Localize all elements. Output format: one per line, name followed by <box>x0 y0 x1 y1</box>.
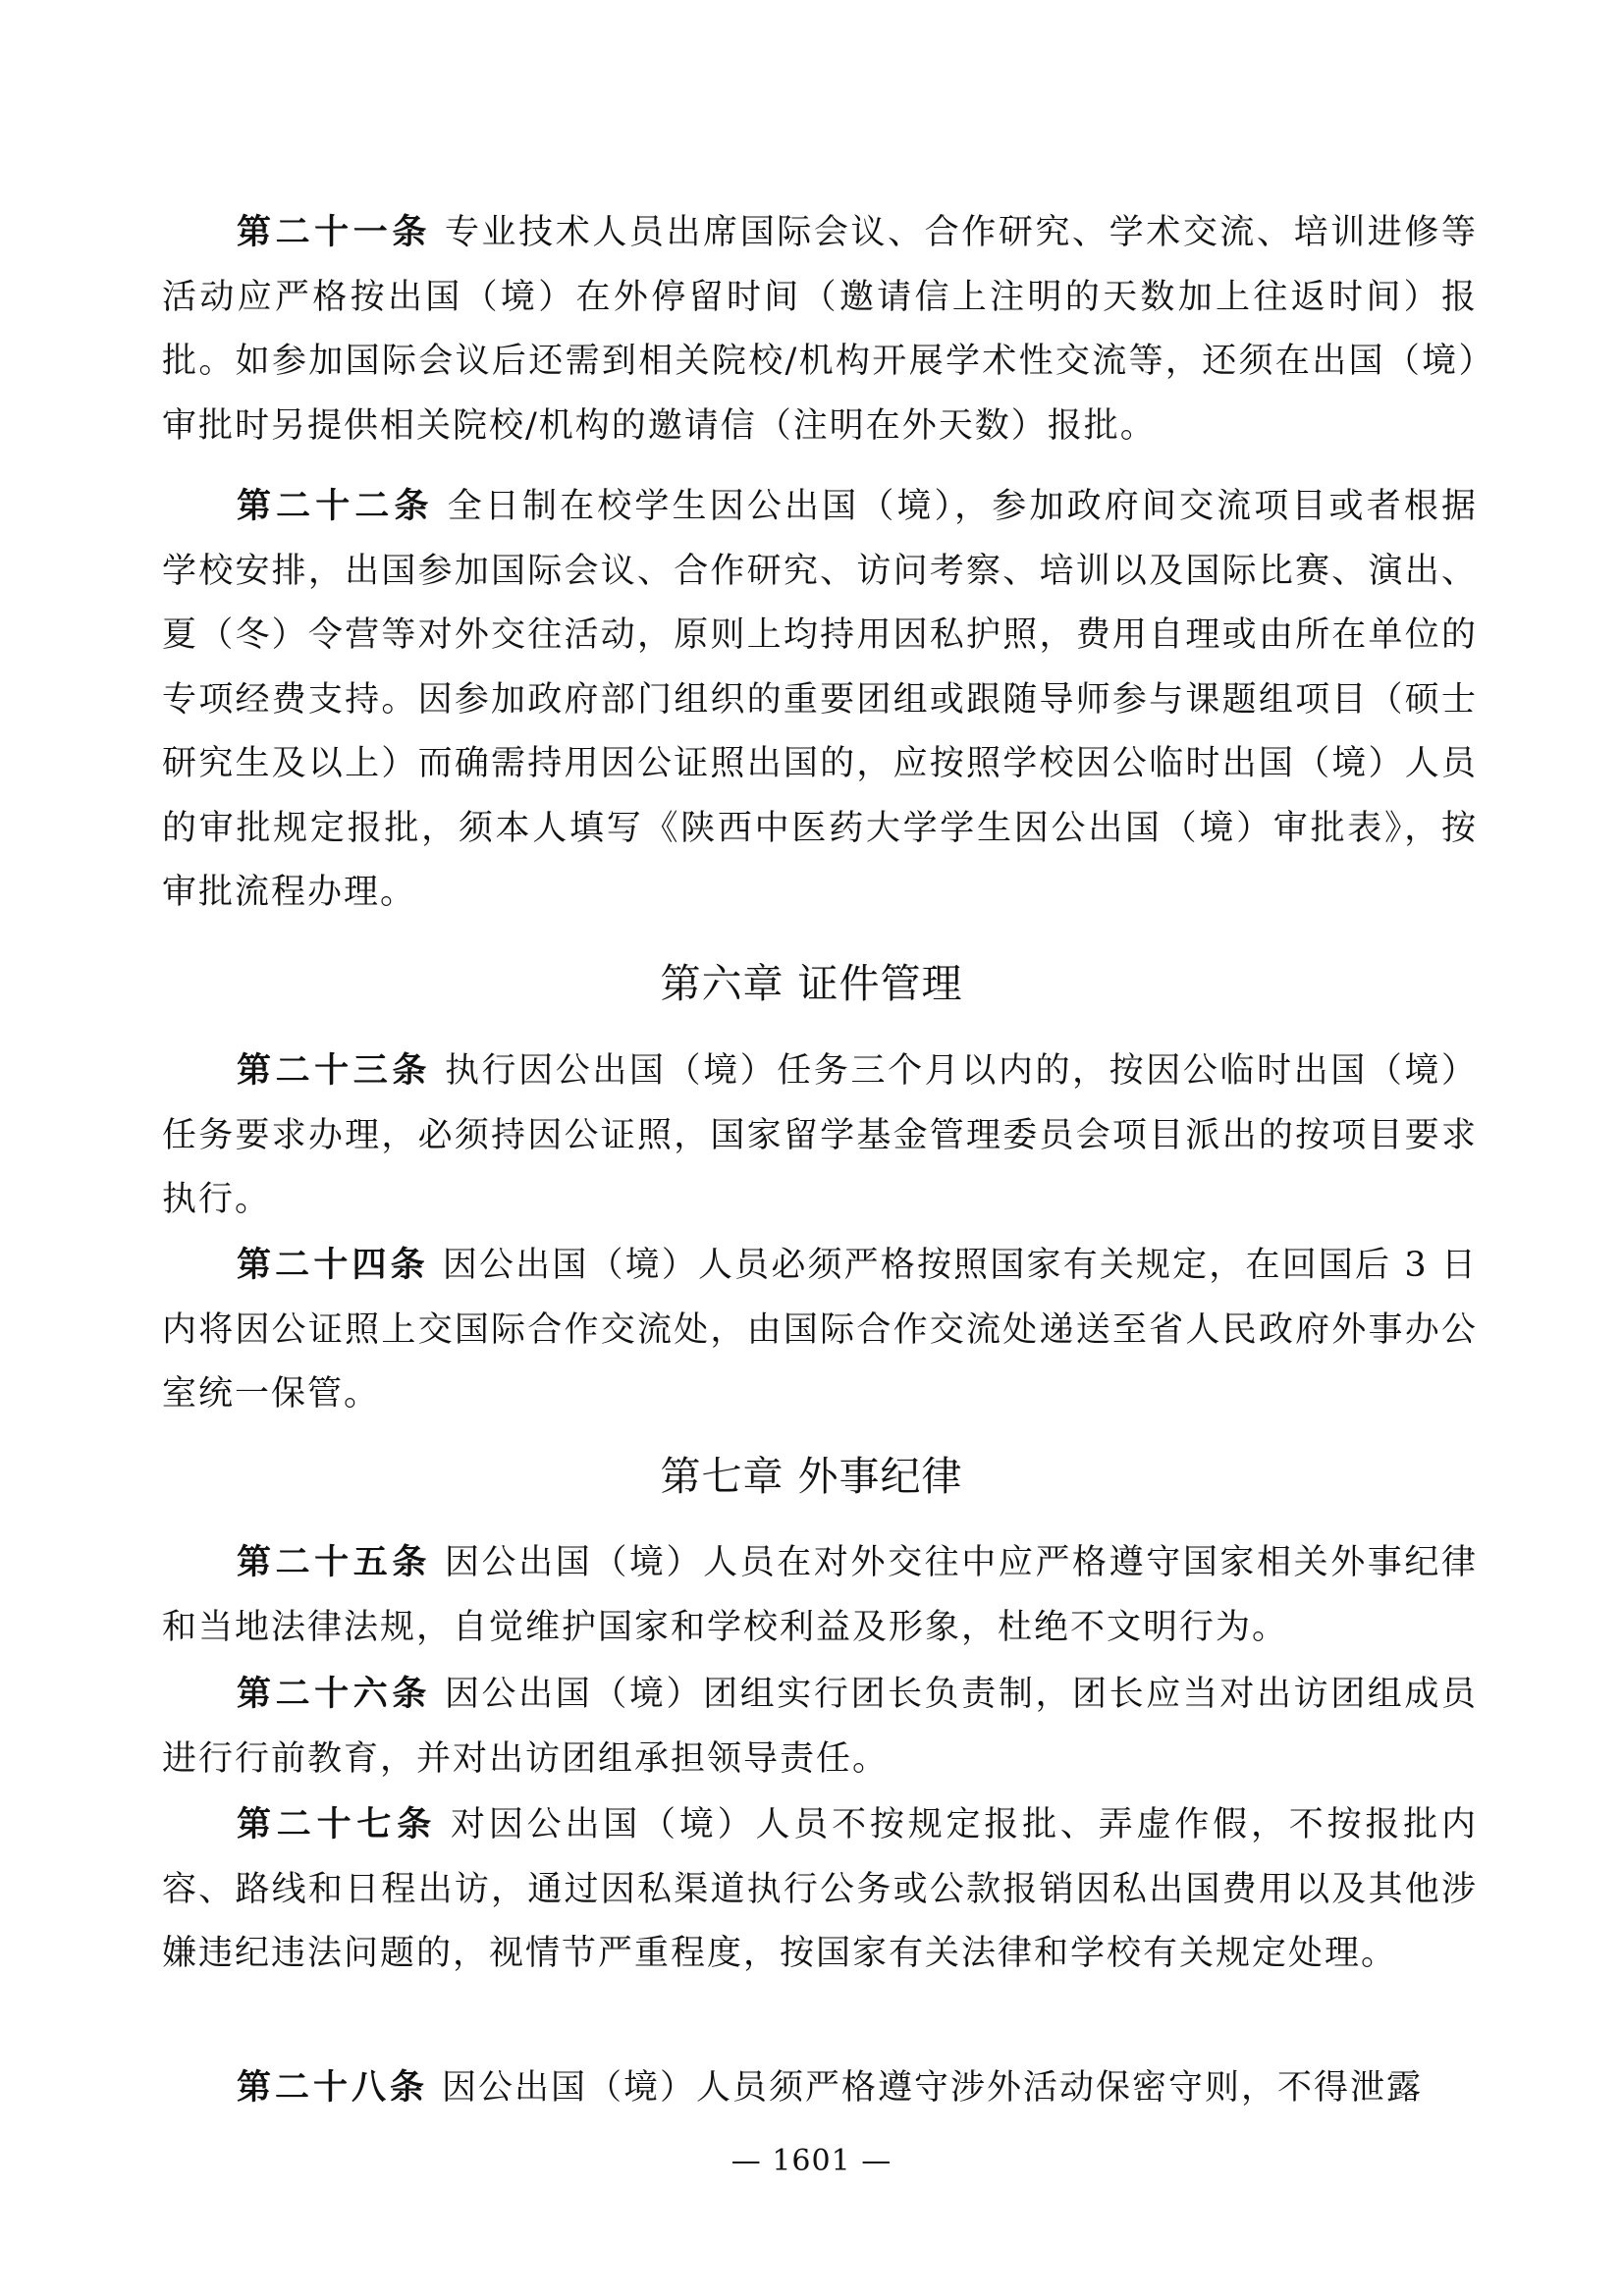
article-26 <box>162 1662 1478 1791</box>
article-24-title: 第二十四条 <box>237 1245 429 1285</box>
article-28-title: 第二十八条 <box>237 2067 429 2108</box>
article-23-text: 执行因公出国（境）任务三个月以内的，按因公临时出国（境）任务要求办理，必须持因公证照，国家留学基金管理委员会项目派出的按项目要求执行。 <box>162 1051 1478 1219</box>
article-25-title: 第二十五条 <box>237 1542 431 1582</box>
article-27 <box>162 1792 1478 1987</box>
article-23-title: 第二十三条 <box>237 1050 431 1091</box>
article-27-text: 对因公出国（境）人员不按规定报批、弄虚作假，不按报批内容、路线和日程出访，通过因私渠道执行公务或公款报销因私出国费用以及其他涉嫌违纪违法问题的，视情节严重程度，按国家有关法律和学校有关规定处理。 <box>162 1805 1478 1973</box>
article-27-title: 第二十七条 <box>237 1804 438 1844</box>
article-22 <box>162 474 1478 926</box>
page-number: — 1601 — <box>730 2144 893 2178</box>
article-26-text: 因公出国（境）团组实行团长负责制，团长应当对出访团组成员进行行前教育，并对出访团组承担领导责任。 <box>162 1675 1478 1779</box>
article-24-text: 因公出国（境）人员必须严格按照国家有关规定，在回国后 3 日内将因公证照上交国际合作交流处，由国际合作交流处递送至省人民政府外事办公室统一保管。 <box>162 1246 1478 1414</box>
article-28 <box>162 2056 1478 2121</box>
article-26-title: 第二十六条 <box>237 1674 431 1714</box>
article-23 <box>162 1039 1478 1233</box>
chapter-6-heading: 第六章 证件管理 <box>660 960 963 1007</box>
chapter-7-heading: 第七章 外事纪律 <box>660 1453 963 1500</box>
article-25-text: 因公出国（境）人员在对外交往中应严格遵守国家相关外事纪律和当地法律法规，自觉维护国家和学校利益及形象，杜绝不文明行为。 <box>162 1543 1478 1647</box>
article-28-text: 因公出国（境）人员须严格遵守涉外活动保密守则，不得泄露 <box>442 2068 1424 2108</box>
article-21-title: 第二十一条 <box>237 212 431 252</box>
article-22-text: 全日制在校学生因公出国（境），参加政府间交流项目或者根据学校安排，出国参加国际会议、合作研究、访问考察、培训以及国际比赛、演出、夏（冬）令营等对外交往活动，原则上均持用因私护照，费用自理或由所在单位的专项经费支持。因参加政府部门组织的重要团组或跟随导师参与课题组项目（硕士研究生及以上）而确需持用因公证照出国的，应按照学校因公临时出国（境）人员的审批规定报批，须本人填写《陕西中医药大学学生因公出国（境）审批表》，按审批流程办理。 <box>162 487 1478 912</box>
article-24 <box>162 1233 1478 1427</box>
article-21 <box>162 200 1478 458</box>
article-22-title: 第二十二条 <box>237 486 434 526</box>
article-25 <box>162 1530 1478 1660</box>
article-21-text: 专业技术人员出席国际会议、合作研究、学术交流、培训进修等活动应严格按出国（境）在外停留时间（邀请信上注明的天数加上往返时间）报批。如参加国际会议后还需到相关院校/机构开展学术性交流等，还须在出国（境）审批时另提供相关院校/机构的邀请信（注明在外天数）报批。 <box>162 213 1478 446</box>
